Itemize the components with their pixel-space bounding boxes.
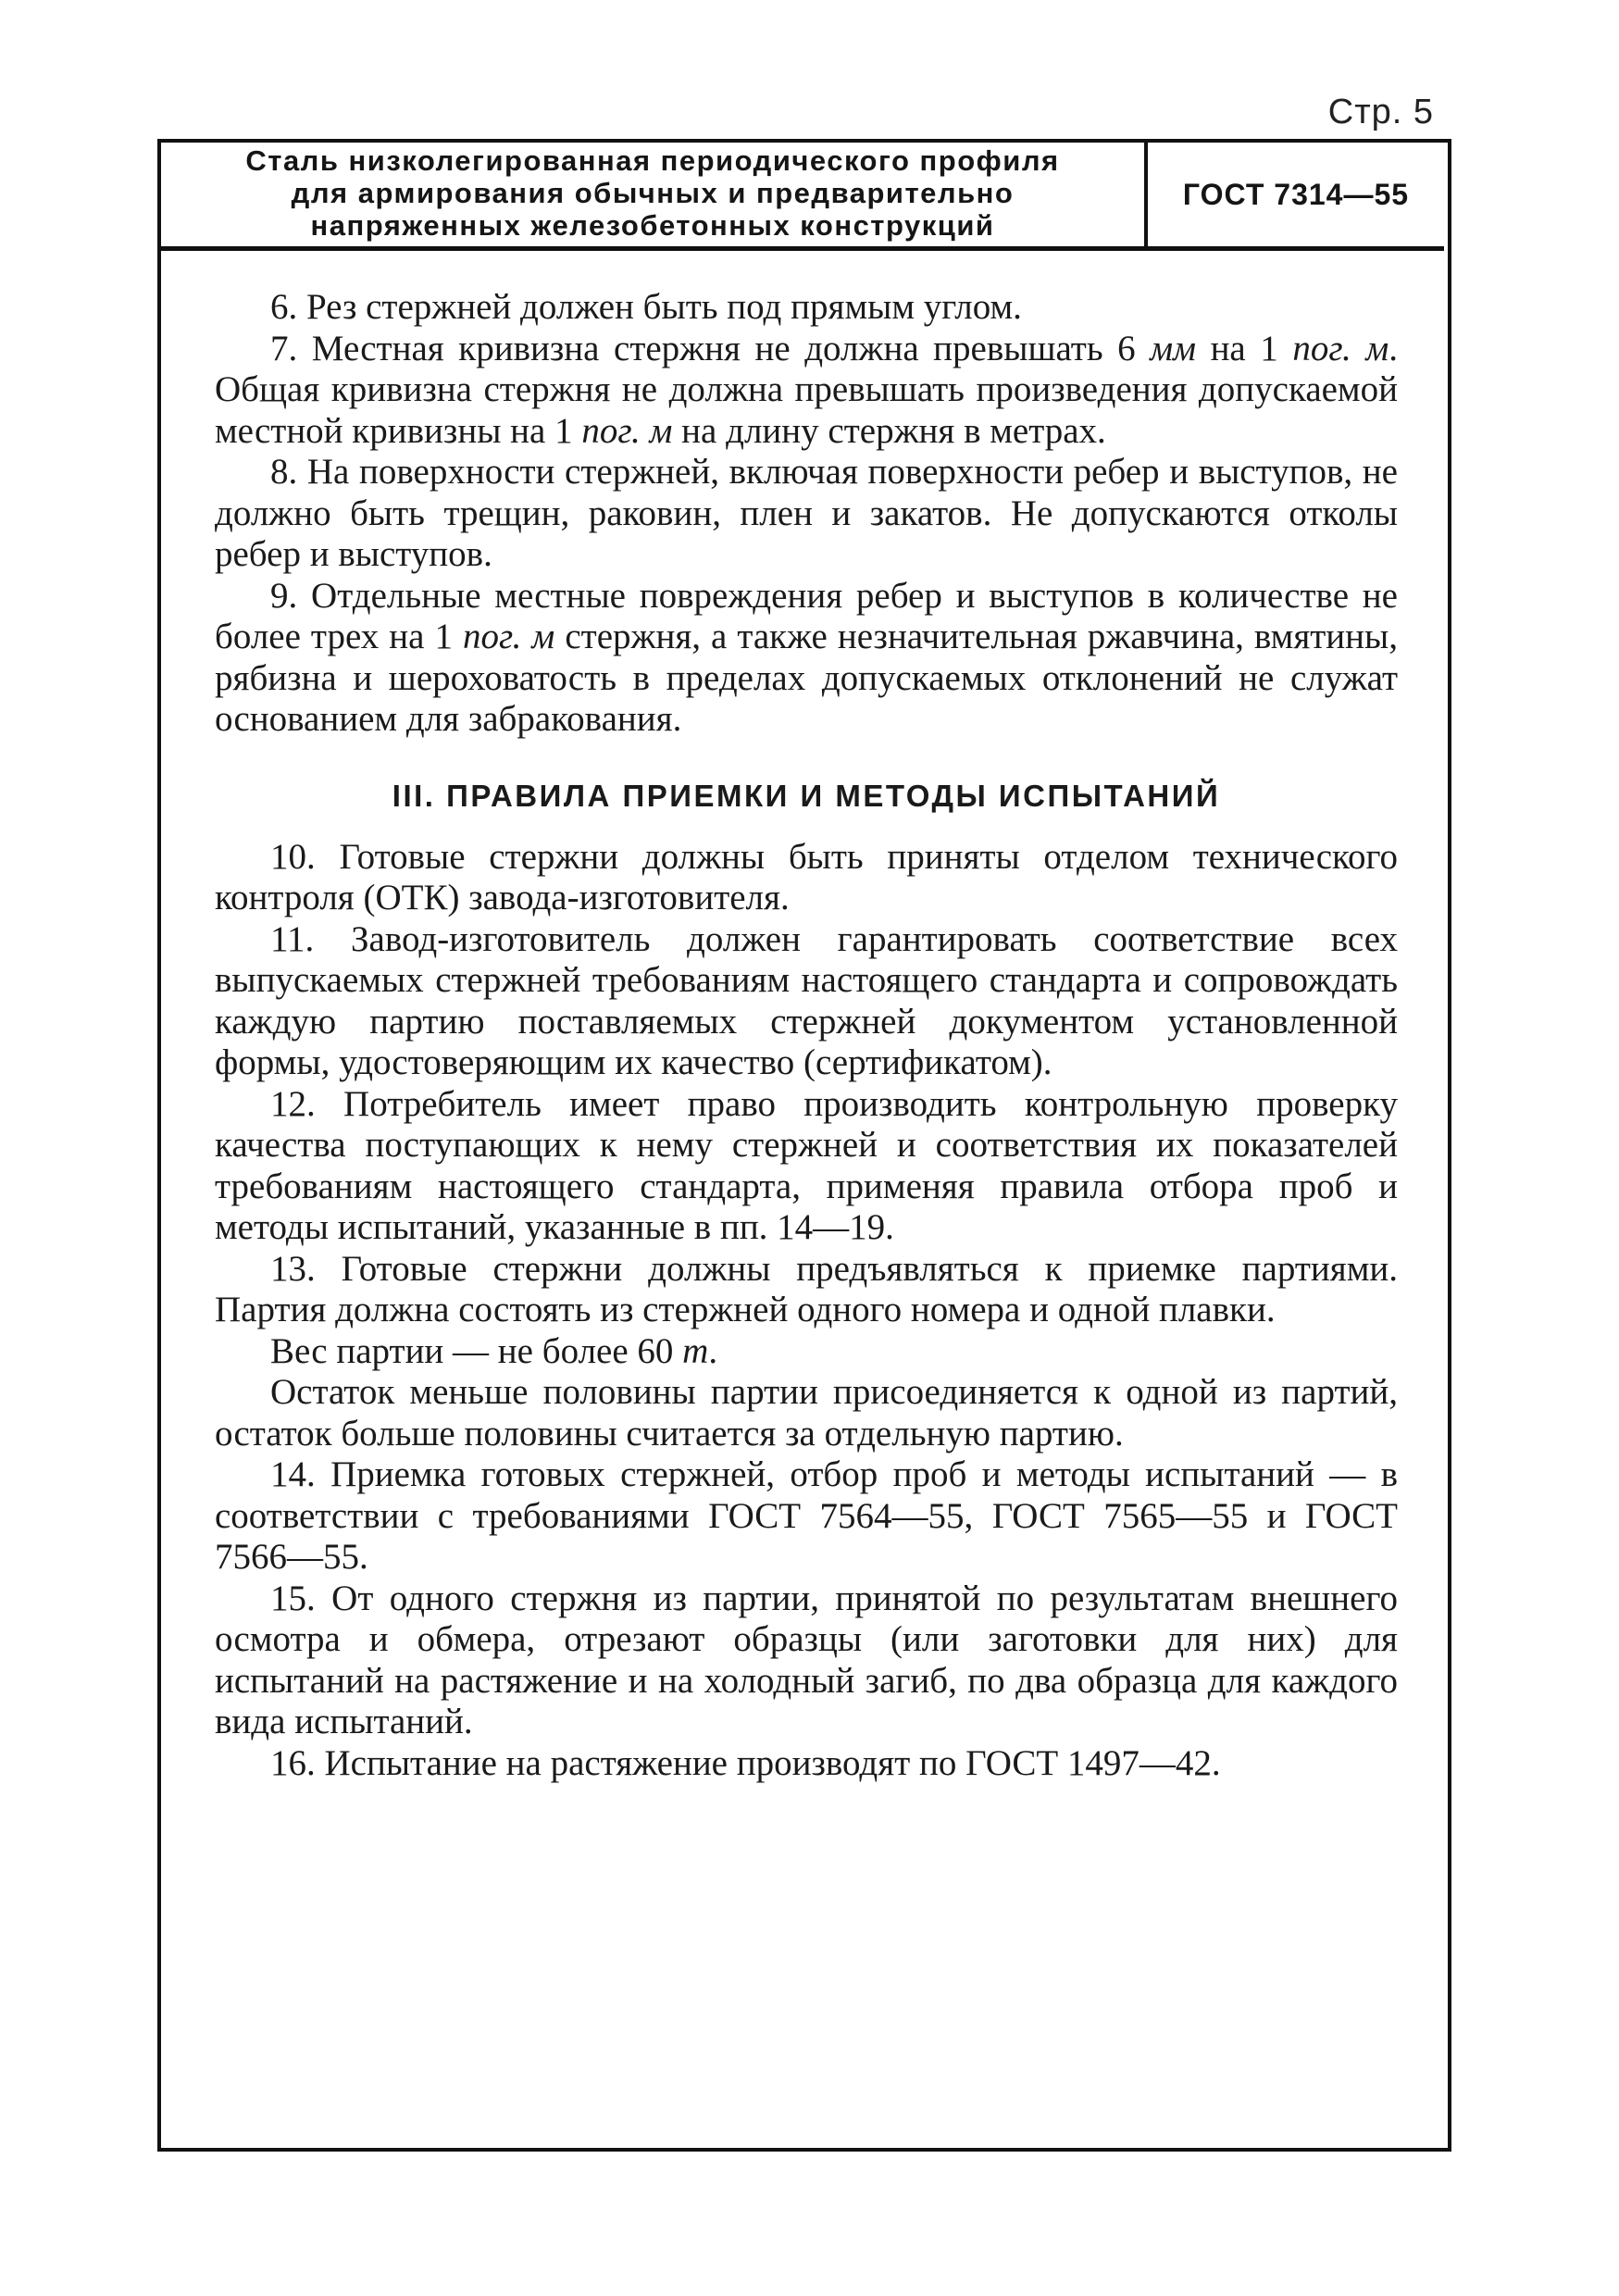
document-header: [161, 143, 1444, 251]
paragraphs-after: [215, 837, 1398, 1785]
paragraphs-before: [215, 287, 1398, 741]
paragraph-12: 12. Потребитель имеет право производить контрольную проверку качества поступающих к нему стержней и соответствия их показателей требованиям настоящего стандарта, применяя правила отбора проб и методы испытаний, указанные в пп. 14—19.: [215, 1083, 1398, 1247]
standard-title-line: Сталь низколегированная периодического профиля: [245, 144, 1060, 177]
paragraph-7: 7. Местная кривизна стержня не должна превышать 6 мм на 1 пог. м. Общая кривизна стержня не должна превышать произведения допускаемой местной кривизны на 1 пог. м на длину стержня в метрах.: [215, 328, 1398, 451]
document-body: [215, 287, 1398, 1784]
paragraph-16: 16. Испытание на растяжение производят по ГОСТ 1497—42.: [270, 1742, 1221, 1783]
paragraph-9: 9. Отдельные местные повреждения ребер и выступов в количестве не более трех на 1 пог. м стержня, а также незначительная ржавчина, вмятины, рябизна и шероховатость в пределах допускаемых отклонений не служат основанием для забракования.: [215, 575, 1398, 739]
paragraph-8: 8. На поверхности стержней, включая поверхности ребер и выступов, не должно быть трещин, раковин, плен и закатов. Не допускаются отколы ребер и выступов.: [215, 452, 1398, 574]
paragraph-14: 14. Приемка готовых стержней, отбор проб и методы испытаний — в соответствии с требованиями ГОСТ 7564—55, ГОСТ 7565—55 и ГОСТ 7566—55.: [215, 1454, 1398, 1577]
standard-title: [161, 143, 1148, 246]
standard-code: ГОСТ 7314—55: [1182, 177, 1410, 211]
paragraph-13: 13. Готовые стержни должны предъявляться к приемке партиями. Партия должна состоять из стержней одного номера и одной плавки.: [215, 1248, 1398, 1329]
paragraph-15: 15. От одного стержня из партии, принятой по результатам внешнего осмотра и обмера, отрезают образцы (или заготовки для них) для испытаний на растяжение и на холодный загиб, по два образца для каждого вида испытаний.: [215, 1578, 1398, 1741]
paragraph-13-weight: Вес партии — не более 60 т.: [270, 1330, 718, 1371]
page-number: Стр. 5: [1327, 93, 1434, 131]
paragraph-13-remainder: Остаток меньше половины партии присоединяется к одной из партий, остаток больше половины считается за отдельную партию.: [215, 1372, 1398, 1454]
paragraph-6: 6. Рез стержней должен быть под прямым углом.: [270, 287, 1022, 327]
paragraph-10: 10. Готовые стержни должны быть приняты отделом технического контроля (ОТК) завода-изготовителя.: [215, 836, 1398, 917]
standard-title-line: напряженных железобетонных конструкций: [310, 209, 995, 242]
standard-title-line: для армирования обычных и предварительно: [291, 177, 1015, 209]
paragraph-11: 11. Завод-изготовитель должен гарантировать соответствие всех выпускаемых стержней требованиям настоящего стандарта и сопровождать каждую партию поставляемых стержней документом установленной формы, удостоверяющим их качество (сертификатом).: [215, 918, 1398, 1082]
section-heading: III. ПРАВИЛА ПРИЕМКИ И МЕТОДЫ ИСПЫТАНИЙ: [392, 778, 1221, 813]
